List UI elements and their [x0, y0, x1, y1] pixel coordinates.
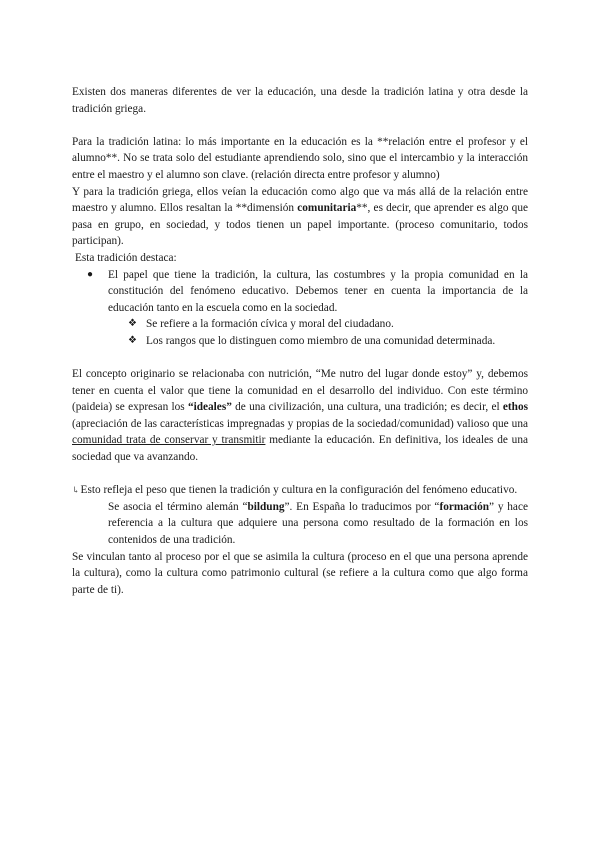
sub-list	[72, 316, 528, 349]
griega-paragraph	[72, 184, 528, 250]
concepto-text-b: de una civilización, una cultura, una tradición; es decir, el	[231, 401, 503, 414]
concepto-text-a: El concepto originario se relacionaba con nutrición, “Me nutro del lugar donde estoy” y, debemos tener en cuenta el valor que tiene la comunidad en el desarrollo del individuo. Con este término (paideia) se expresan los	[72, 368, 528, 414]
document-body	[72, 84, 528, 598]
bildung-text-a: Se asocia el término alemán “	[108, 500, 248, 513]
sub-list-item	[72, 333, 528, 350]
diamond-bullet-icon: ❖	[128, 318, 137, 330]
griega-text-b: **, es decir, que aprender es algo que pasa en grupo, en sociedad, y todos tienen un papel importante. (proceso comunitario, todos participan).	[72, 202, 528, 248]
concepto-paragraph	[72, 366, 528, 466]
refleja-text: Esto refleja el peso que tienen la tradición y cultura en la configuración del fenómeno educativo.	[80, 484, 518, 497]
refleja-paragraph	[72, 482, 528, 499]
bullet-text: El papel que tiene la tradición, la cultura, las costumbres y la propia comunidad en la constitución del fenómeno educativo. Debemos tener en cuenta la importancia de la educación tanto en la escuela como en la sociedad.	[108, 268, 528, 314]
ethos-term: ethos	[502, 401, 528, 414]
sub-item-text: Los rangos que lo distinguen como miembro de una comunidad determinada.	[146, 334, 496, 347]
bildung-text-b: ”. En España lo traducimos por “	[284, 500, 440, 513]
sub-item-text: Se refiere a la formación cívica y moral del ciudadano.	[146, 318, 394, 331]
bildung-term: bildung	[247, 500, 285, 513]
arrow-icon: ↳	[72, 485, 80, 496]
destaca-label: Esta tradición destaca:	[75, 251, 177, 264]
diamond-bullet-icon: ❖	[128, 334, 137, 346]
concepto-text-c: (apreciación de las características impregnadas y propias de la sociedad/comunidad) valioso que una	[72, 417, 528, 430]
bullet-icon: ●	[87, 268, 94, 280]
concepto-text-d: mediante la educación. En definitiva, los ideales de una sociedad que va avanzando.	[72, 434, 528, 464]
formacion-term: formación	[439, 500, 490, 513]
list-item	[72, 267, 528, 350]
destaca-list	[72, 267, 528, 350]
sub-list-item	[72, 316, 528, 333]
underlined-phrase: comunidad trata de conservar y transmitir	[72, 434, 266, 447]
bildung-paragraph	[72, 499, 528, 549]
bildung-text-c: ” y hace referencia a la cultura que adquiere una persona como resultado de la formación en los contenidos de una tradición.	[108, 500, 528, 547]
vinculan-paragraph: Se vinculan tanto al proceso por el que se asimila la cultura (proceso en el que una persona aprende la cultura), como la cultura como patrimonio cultural (se refiere a la cultura como que algo forma parte de ti).	[72, 550, 528, 596]
ideales-term: “ideales”	[187, 401, 232, 414]
griega-text-a: Y para la tradición griega, ellos veían la educación como algo que va más allá de la relación entre maestro y alumno. Ellos resaltan la **dimensión	[72, 185, 528, 215]
comunitaria-term: comunitaria	[297, 202, 357, 215]
intro-paragraph: Existen dos maneras diferentes de ver la educación, una desde la tradición latina y otra desde la tradición griega.	[72, 86, 528, 115]
latina-paragraph: Para la tradición latina: lo más importante en la educación es la **relación entre el profesor y el alumno**. No se trata solo del estudiante aprendiendo solo, sino que el intercambio y la interacción entre el maestro y el alumno son clave. (relación directa entre profesor y alumno)	[72, 135, 528, 181]
